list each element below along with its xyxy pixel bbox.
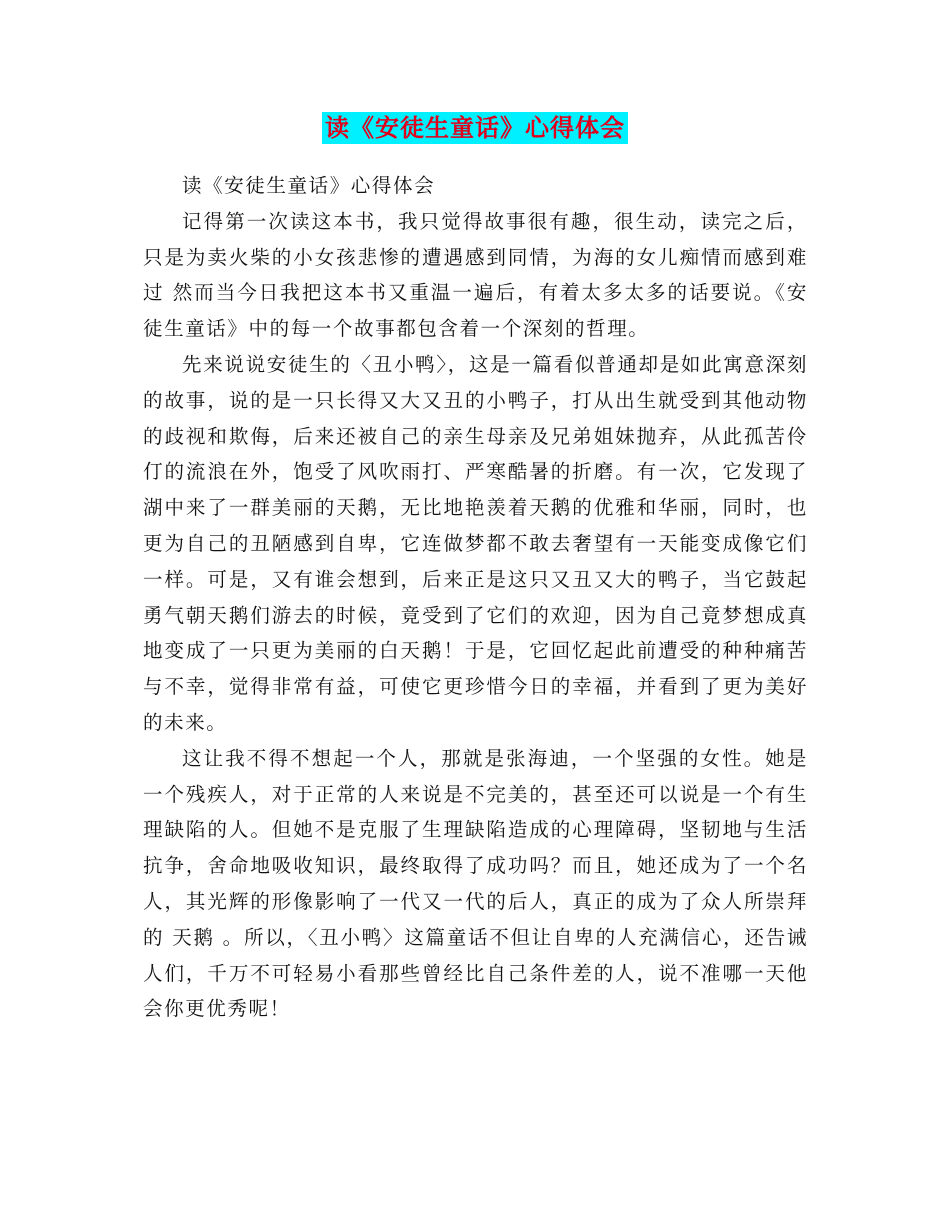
title-container xyxy=(0,112,950,144)
document-title: 读《安徒生童话》心得体会 xyxy=(322,112,628,144)
document-body xyxy=(143,168,808,1027)
paragraph-subtitle: 读《安徒生童话》心得体会 xyxy=(182,174,436,197)
paragraph-3: 这让我不得不想起一个人，那就是张海迪，一个坚强的女性。她是一个残疾人，对于正常的人来说是不完美的，甚至还可以说是一个有生理缺陷的人。但她不是克服了生理缺陷造成的心理障碍，坚韧地与生活抗争，舍命地吸收知识，最终取得了成功吗？而且，她还成为了一个名人，其光辉的形像影响了一代又一代的后人，真正的成为了众人所崇拜的 天鹅 。所以，〈丑小鸭〉这篇童话不但让自卑的人充满信心，还告诫人们，千万不可轻易小看那些曾经比自己条件差的人，说不准哪一天他会你更优秀呢！ xyxy=(143,746,808,1021)
paragraph-2: 先来说说安徒生的〈丑小鸭〉，这是一篇看似普通却是如此寓意深刻的故事，说的是一只长得又大又丑的小鸭子，打从出生就受到其他动物的歧视和欺侮，后来还被自己的亲生母亲及兄弟姐妹抛弃，从此孤苦伶仃的流浪在外，饱受了风吹雨打、严寒酷暑的折磨。有一次，它发现了湖中来了一群美丽的天鹅，无比地艳羡着天鹅的优雅和华丽，同时，也更为自己的丑陋感到自卑，它连做梦都不敢去奢望有一天能变成像它们一样。可是，又有谁会想到，后来正是这只又丑又大的鸭子，当它鼓起勇气朝天鹅们游去的时候，竟受到了它们的欢迎，因为自己竟梦想成真地变成了一只更为美丽的白天鹅！于是，它回忆起此前遭受的种种痛苦与不幸，觉得非常有益，可使它更珍惜今日的幸福，并看到了更为美好的未来。 xyxy=(143,352,808,734)
paragraph-1: 记得第一次读这本书，我只觉得故事很有趣，很生动，读完之后，只是为卖火柴的小女孩悲惨的遭遇感到同情，为海的女儿痴情而感到难过 然而当今日我把这本书又重温一遍后，有着太多太多的话要说。《安徒生童话》中的每一个故事都包含着一个深刻的哲理。 xyxy=(143,209,808,341)
